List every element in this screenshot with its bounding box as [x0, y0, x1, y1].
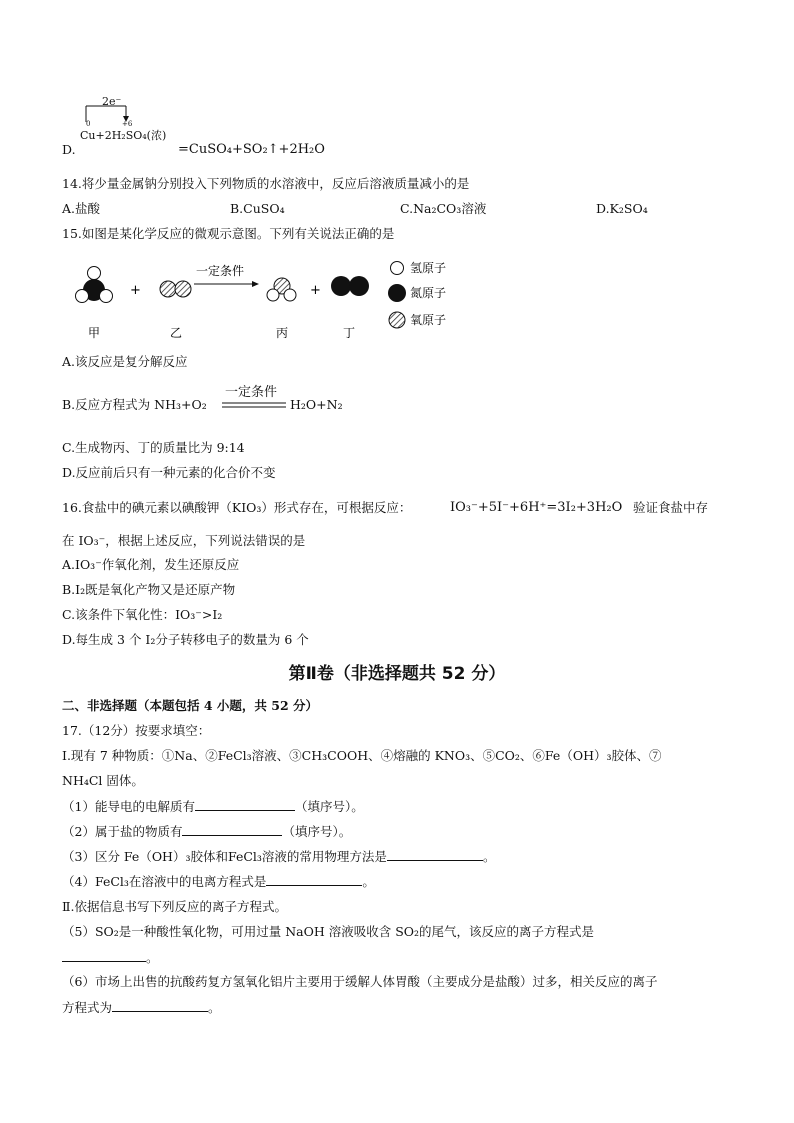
q17-sub1-text: （1）能导电的电解质有	[62, 799, 195, 814]
equation-reactants: Cu+2H₂SO₄(浓)	[80, 129, 167, 142]
q17-sub4-blank[interactable]	[266, 873, 362, 886]
q17-sub6-text: 方程式为	[62, 1000, 113, 1015]
plus-sign-2: +	[310, 283, 321, 298]
equation-products: =CuSO₄+SO₂↑+2H₂O	[178, 142, 325, 157]
q17-sub1	[62, 798, 364, 815]
option-label: D.	[62, 142, 76, 157]
q17-sub3-tail: 。	[482, 849, 496, 864]
q15-option-b-condition: 一定条件	[225, 385, 278, 400]
q17-sub5: （5）SO₂是一种酸性氧化物，可用过量 NaOH 溶液吸收含 SO₂的尾气，该反应的离子方程式是	[62, 924, 595, 939]
q17-sub4-text: （4）FeCl₃在溶液中的电离方程式是	[62, 874, 267, 889]
q15-stem: 15.如图是某化学反应的微观示意图。下列有关说法正确的是	[62, 226, 395, 241]
ox-state-right: +6	[122, 120, 133, 128]
q14-option-b: B.CuSO₄	[230, 201, 285, 216]
plus-sign-1: +	[130, 283, 141, 298]
q16-stem-line2: 在 IO₃⁻，根据上述反应，下列说法错误的是	[62, 533, 306, 548]
reaction-diagram	[60, 252, 460, 347]
q17-sub5-tail: 。	[146, 950, 159, 965]
q15-option-a: A.该反应是复分解反应	[62, 354, 188, 369]
q17-stem: 17.（12分）按要求填空：	[62, 723, 211, 738]
q15-option-d: D.反应前后只有一种元素的化合价不变	[62, 465, 276, 480]
q17-sub4	[62, 873, 375, 890]
q17-sub5-blank[interactable]	[62, 949, 146, 962]
q17-sub2-blank[interactable]	[182, 823, 282, 836]
q17-sub6-line2	[62, 999, 221, 1016]
q15-option-b-suffix: H₂O+N₂	[290, 397, 343, 412]
q14-option-c: C.Na₂CO₃溶液	[400, 201, 487, 216]
q15-option-b-prefix: B.反应方程式为 NH₃+O₂	[62, 397, 207, 412]
q16-option-d: D.每生成 3 个 I₂分子转移电子的数量为 6 个	[62, 632, 309, 647]
q17-sub6-line1: （6）市场上出售的抗酸药复方氢氧化铝片主要用于缓解人体胃酸（主要成分是盐酸）过多，相关反应的离子	[62, 974, 658, 989]
legend-hydrogen: 氢原子	[410, 261, 447, 275]
q14-option-d: D.K₂SO₄	[596, 201, 648, 216]
q16-stem-part1: 16.食盐中的碘元素以碘酸钾（KIO₃）形式存在，可根据反应：	[62, 500, 412, 515]
label-yi: 乙	[170, 326, 183, 340]
q14-stem: 14.将少量金属钠分别投入下列物质的水溶液中，反应后溶液质量减小的是	[62, 176, 470, 191]
q16-option-a: A.IO₃⁻作氧化剂，发生还原反应	[62, 557, 240, 572]
q15-option-c: C.生成物丙、丁的质量比为 9:14	[62, 440, 245, 455]
section-heading: 二、非选择题（本题包括 4 小题，共 52 分）	[62, 698, 319, 713]
q17-sub4-tail: 。	[362, 874, 375, 889]
ox-state-left: 0	[86, 120, 91, 128]
label-ding: 丁	[343, 326, 356, 340]
q17-part1-line2: NH₄Cl 固体。	[62, 773, 144, 788]
q16-stem-part2: 验证食盐中存	[633, 500, 709, 515]
q16-equation: IO₃⁻+5I⁻+6H⁺=3I₂+3H₂O	[450, 500, 623, 515]
q17-part1-line1: I.现有 7 种物质：①Na、②FeCl₃溶液、③CH₃COOH、④熔融的 KNO₃、⑤CO₂、⑥Fe（OH）₃胶体、⑦	[62, 748, 662, 763]
q17-sub1-tail: （填序号）。	[294, 799, 364, 814]
equal-sign-long	[222, 401, 288, 409]
q17-sub5-answer	[62, 949, 159, 966]
q17-sub2	[62, 823, 351, 840]
q16-option-c: C.该条件下氧化性：IO₃⁻>I₂	[62, 607, 223, 622]
legend	[388, 261, 446, 328]
section-title: 第Ⅱ卷（非选择题共 52 分）	[288, 664, 506, 684]
molecule-oxygen	[160, 281, 191, 297]
q17-sub6-blank[interactable]	[112, 999, 208, 1012]
label-jia: 甲	[88, 326, 101, 340]
q17-sub3-blank[interactable]	[387, 848, 483, 861]
legend-oxygen: 氧原子	[410, 313, 447, 327]
q14-option-a: A.盐酸	[62, 201, 101, 216]
q17-sub3-text: （3）区分 Fe（OH）₃胶体和FeCl₃溶液的常用物理方法是	[62, 849, 387, 864]
electron-count: 2e⁻	[102, 95, 122, 108]
q17-sub2-tail: （填序号）。	[282, 824, 352, 839]
molecular-diagram	[60, 252, 460, 347]
q17-sub2-text: （2）属于盐的物质有	[62, 824, 183, 839]
molecule-ammonia	[76, 267, 113, 303]
q17-part2: Ⅱ.依据信息书写下列反应的离子方程式。	[62, 899, 287, 914]
molecule-water	[267, 278, 296, 301]
molecule-nitrogen	[331, 276, 369, 296]
label-bing: 丙	[276, 326, 289, 340]
legend-nitrogen: 氮原子	[410, 286, 447, 300]
reaction-condition: 一定条件	[196, 264, 245, 278]
q16-option-b: B.I₂既是氧化产物又是还原产物	[62, 582, 236, 597]
q17-sub6-tail: 。	[208, 1000, 221, 1015]
q17-sub1-blank[interactable]	[195, 798, 295, 811]
q17-sub3	[62, 848, 495, 865]
